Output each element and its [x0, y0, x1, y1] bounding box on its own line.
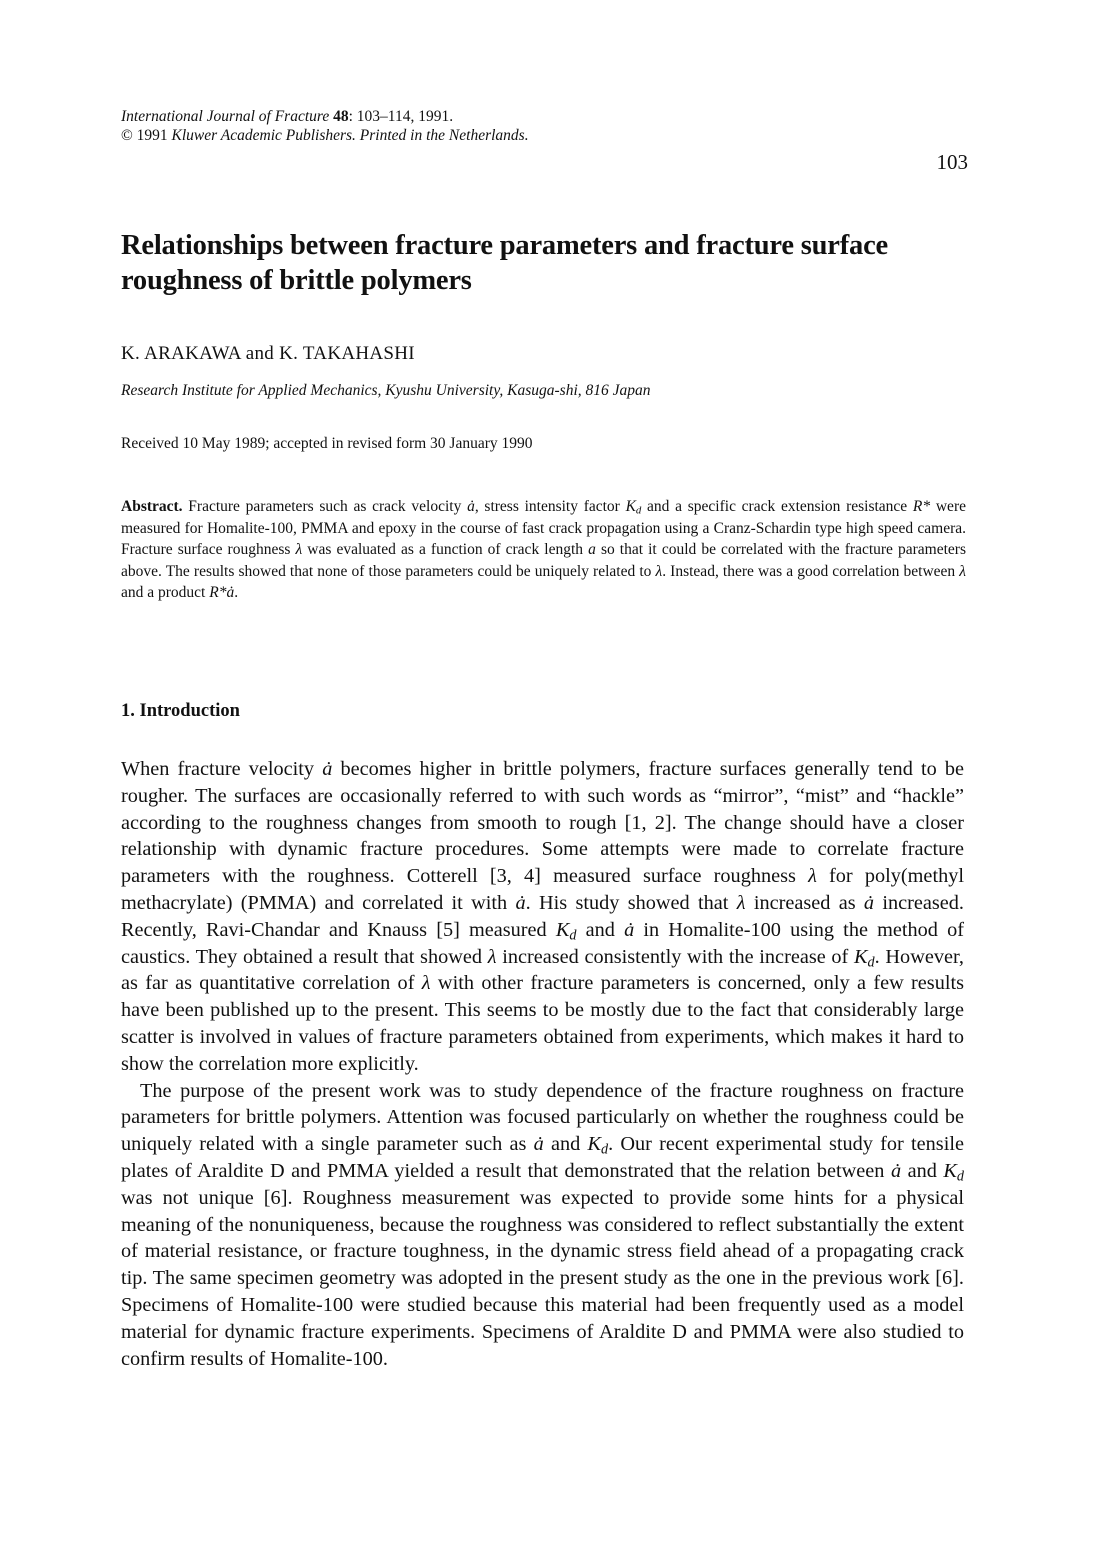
paragraph-text: increased as: [745, 891, 864, 914]
math-a-dot: ȧ: [890, 1159, 902, 1182]
journal-pages-year: : 103–114, 1991.: [348, 108, 454, 125]
journal-volume: 48: [333, 108, 349, 125]
paragraph-text: . His study showed that: [525, 891, 737, 914]
paragraph-text: was not unique [6]. Roughness measurement was expected to provide some hints for a physical meaning of the nonuniqueness, because the roughness was considered to reflect substantially the extent of material resistance, or fracture toughness, in the dynamic stress field ahead of a propagating crack tip. The same specimen geometry was adopted in the present study as the one in the previous work [6]. Specimens of Homalite-100 were studied because this material had been frequently used as a model material for dynamic fracture experiments. Specimens of Araldite D and PMMA were also studied to confirm results of Homalite-100.: [121, 1186, 964, 1370]
math-subscript-d: d: [867, 954, 875, 971]
math-r-star: R*: [912, 498, 931, 515]
math-subscript-d: d: [956, 1168, 964, 1185]
journal-line: [121, 107, 821, 126]
math-lambda: λ: [808, 865, 817, 888]
abstract-text: . Instead, there was a good correlation between: [662, 562, 960, 580]
paragraph-text: and: [901, 1159, 944, 1182]
math-k: K: [625, 498, 636, 515]
abstract-text: so that it could be correlated with the fracture parameters above. The results showed that none of those parameters could be uniquely related to: [121, 541, 966, 580]
math-lambda: λ: [736, 891, 746, 914]
math-a-dot: ȧ: [467, 498, 475, 515]
journal-name: International Journal of Fracture: [121, 108, 330, 125]
abstract-text: were measured for Homalite-100, PMMA and epoxy in the course of fast crack propagation using a Cranz-Schardin type high speed camera. Fracture surface roughness: [121, 498, 966, 558]
math-k: K: [943, 1159, 957, 1182]
math-k: K: [555, 918, 570, 941]
affiliation: Research Institute for Applied Mechanics, Kyushu University, Kasuga-shi, 816 Japan: [121, 382, 651, 399]
paragraph-text: . Our recent experimental study for tensile plates of Araldite D and PMMA yielded a result that demonstrated that the relation between: [121, 1133, 964, 1182]
abstract-text: , stress intensity factor: [474, 498, 626, 515]
introduction-body: [121, 756, 964, 1372]
math-a-dot: ȧ: [863, 891, 875, 914]
paragraph-text: The purpose of the present work was to study dependence of the fracture roughness on fracture parameters for brittle polymers. Attention was focused particularly on whether the roughness could be uniquely related with a single parameter such as: [121, 1079, 964, 1156]
abstract-text: was evaluated as a function of crack length: [302, 541, 589, 558]
publisher: Kluwer Academic Publishers. Printed in the Netherlands.: [171, 127, 529, 144]
math-a-dot: ȧ: [322, 758, 333, 780]
math-lambda: λ: [487, 945, 497, 968]
paper-title: Relationships between fracture parameters and fracture surface roughness of brittle polymers: [121, 230, 888, 296]
paragraph-text: for poly(methyl methacrylate) (PMMA) and correlated it with: [121, 865, 964, 914]
paragraph-text: . However, as far as quantitative correlation of: [121, 945, 964, 995]
math-lambda: λ: [959, 562, 966, 580]
abstract-label: Abstract.: [121, 498, 183, 515]
abstract-text: .: [234, 584, 239, 601]
paragraph-text: increased consistently with the increase of: [496, 945, 855, 968]
copyright-line: [121, 126, 821, 145]
journal-citation: [121, 107, 821, 145]
paragraph-text: increased. Recently, Ravi-Chandar and Knauss [5] measured: [121, 891, 964, 941]
copyright-year: 1991: [132, 127, 172, 144]
math-a-dot: ȧ: [515, 891, 526, 914]
math-a-dot: ȧ: [624, 918, 635, 941]
paragraph-text: in Homalite-100 using the method of caustics. They obtained a result that showed: [121, 918, 964, 968]
abstract-text: Fracture parameters such as crack velocity: [182, 498, 468, 515]
page-number: 103: [936, 150, 968, 174]
abstract-text: and a product: [121, 584, 210, 601]
paragraph-text: and: [543, 1133, 588, 1156]
paragraph-1: [121, 756, 964, 1078]
paragraph-text: and: [576, 918, 625, 941]
paragraph-text: becomes higher in brittle polymers, fracture surfaces generally tend to be rougher. The surfaces are occasionally referred to with such words as “mirror”, “mist” and “hackle” according to the roughness changes from smooth to rough [1, 2]. The change should have a closer relationship with dynamic fracture procedures. Some attempts were made to correlate fracture parameters with the roughness. Cotterell [3, 4] measured surface roughness: [121, 758, 964, 888]
math-k: K: [587, 1133, 601, 1156]
paragraph-2: [121, 1078, 964, 1373]
math-a-dot: ȧ: [533, 1133, 544, 1156]
authors: K. ARAKAWA and K. TAKAHASHI: [121, 343, 415, 364]
paragraph-text: with other fracture parameters is concerned, only a few results have been published up to the present. This seems to be mostly due to the fact that considerably large scatter is involved in values of fracture parameters obtained from experiments, which makes it hard to show the correlation more explicitly.: [121, 972, 965, 1075]
section-heading-introduction: 1. Introduction: [121, 701, 240, 721]
math-subscript-d: d: [600, 1141, 609, 1158]
math-subscript-d: d: [635, 504, 642, 517]
math-lambda: λ: [295, 541, 303, 558]
math-a: a: [588, 541, 596, 558]
abstract: [121, 496, 966, 604]
received-date: Received 10 May 1989; accepted in revised form 30 January 1990: [121, 435, 533, 452]
math-k: K: [854, 945, 868, 968]
abstract-text: and a specific crack extension resistance: [641, 498, 913, 515]
copyright-mark: ©: [121, 127, 133, 144]
math-lambda: λ: [421, 972, 431, 995]
math-subscript-d: d: [569, 927, 577, 944]
paragraph-text: When fracture velocity: [121, 758, 323, 780]
math-r-star-a-dot: R*ȧ: [209, 584, 235, 601]
math-lambda: λ: [655, 562, 663, 580]
